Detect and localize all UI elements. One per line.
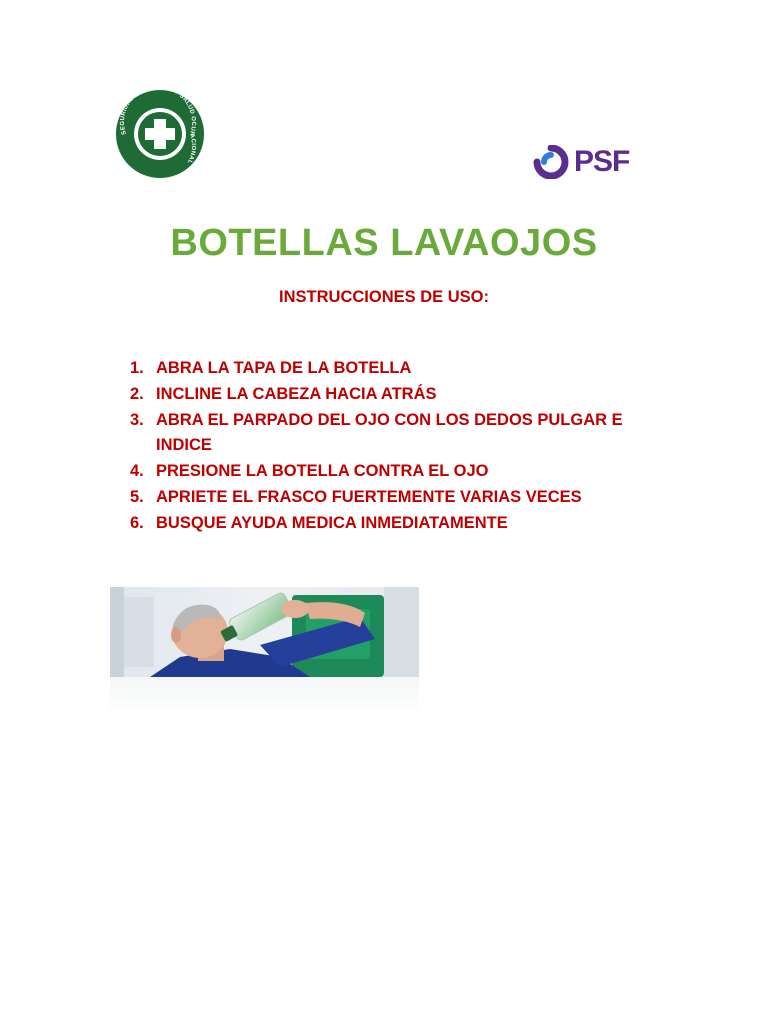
list-item	[130, 485, 650, 511]
step-number: 5.	[130, 487, 144, 506]
step-text: INCLINE LA CABEZA HACIA ATRÁS	[156, 384, 437, 403]
list-item	[130, 356, 650, 382]
step-number: 1.	[130, 359, 144, 377]
step-text: PRESIONE LA BOTELLA CONTRA EL OJO	[156, 462, 489, 481]
step-number: 3.	[130, 410, 144, 429]
psf-brand-name: PSF	[574, 145, 630, 178]
instructions-list	[130, 356, 650, 537]
step-number: 2.	[130, 384, 144, 403]
list-item	[130, 408, 650, 460]
safety-cross-seal-icon	[108, 89, 208, 179]
step-number: 6.	[130, 513, 144, 532]
psf-logo-mark-icon	[532, 145, 570, 179]
step-text: BUSQUE AYUDA MEDICA INMEDIATAMENTE	[156, 513, 508, 532]
page-title: BOTELLAS LAVAOJOS	[170, 222, 598, 264]
seal-text: SEGURIDAD INDU L Y SALUD OCUPACIONAL	[119, 89, 197, 165]
step-number: 4.	[130, 462, 144, 481]
step-text: ABRA LA TAPA DE LA BOTELLA	[156, 359, 412, 377]
eyewash-photo-icon	[110, 587, 419, 677]
list-item	[130, 382, 650, 408]
instructions-heading: INSTRUCCIONES DE USO:	[279, 288, 489, 306]
list-item	[130, 459, 650, 485]
safety-seal-logo	[108, 89, 208, 179]
photo-shadow	[110, 677, 419, 717]
list-item	[130, 511, 650, 537]
step-text: APRIETE EL FRASCO FUERTEMENTE VARIAS VECES	[156, 487, 582, 506]
eyewash-photo	[110, 587, 419, 677]
step-text: ABRA EL PARPADO DEL OJO CON LOS DEDOS PULGAR E INDICE	[156, 410, 623, 455]
psf-logo	[532, 145, 629, 179]
